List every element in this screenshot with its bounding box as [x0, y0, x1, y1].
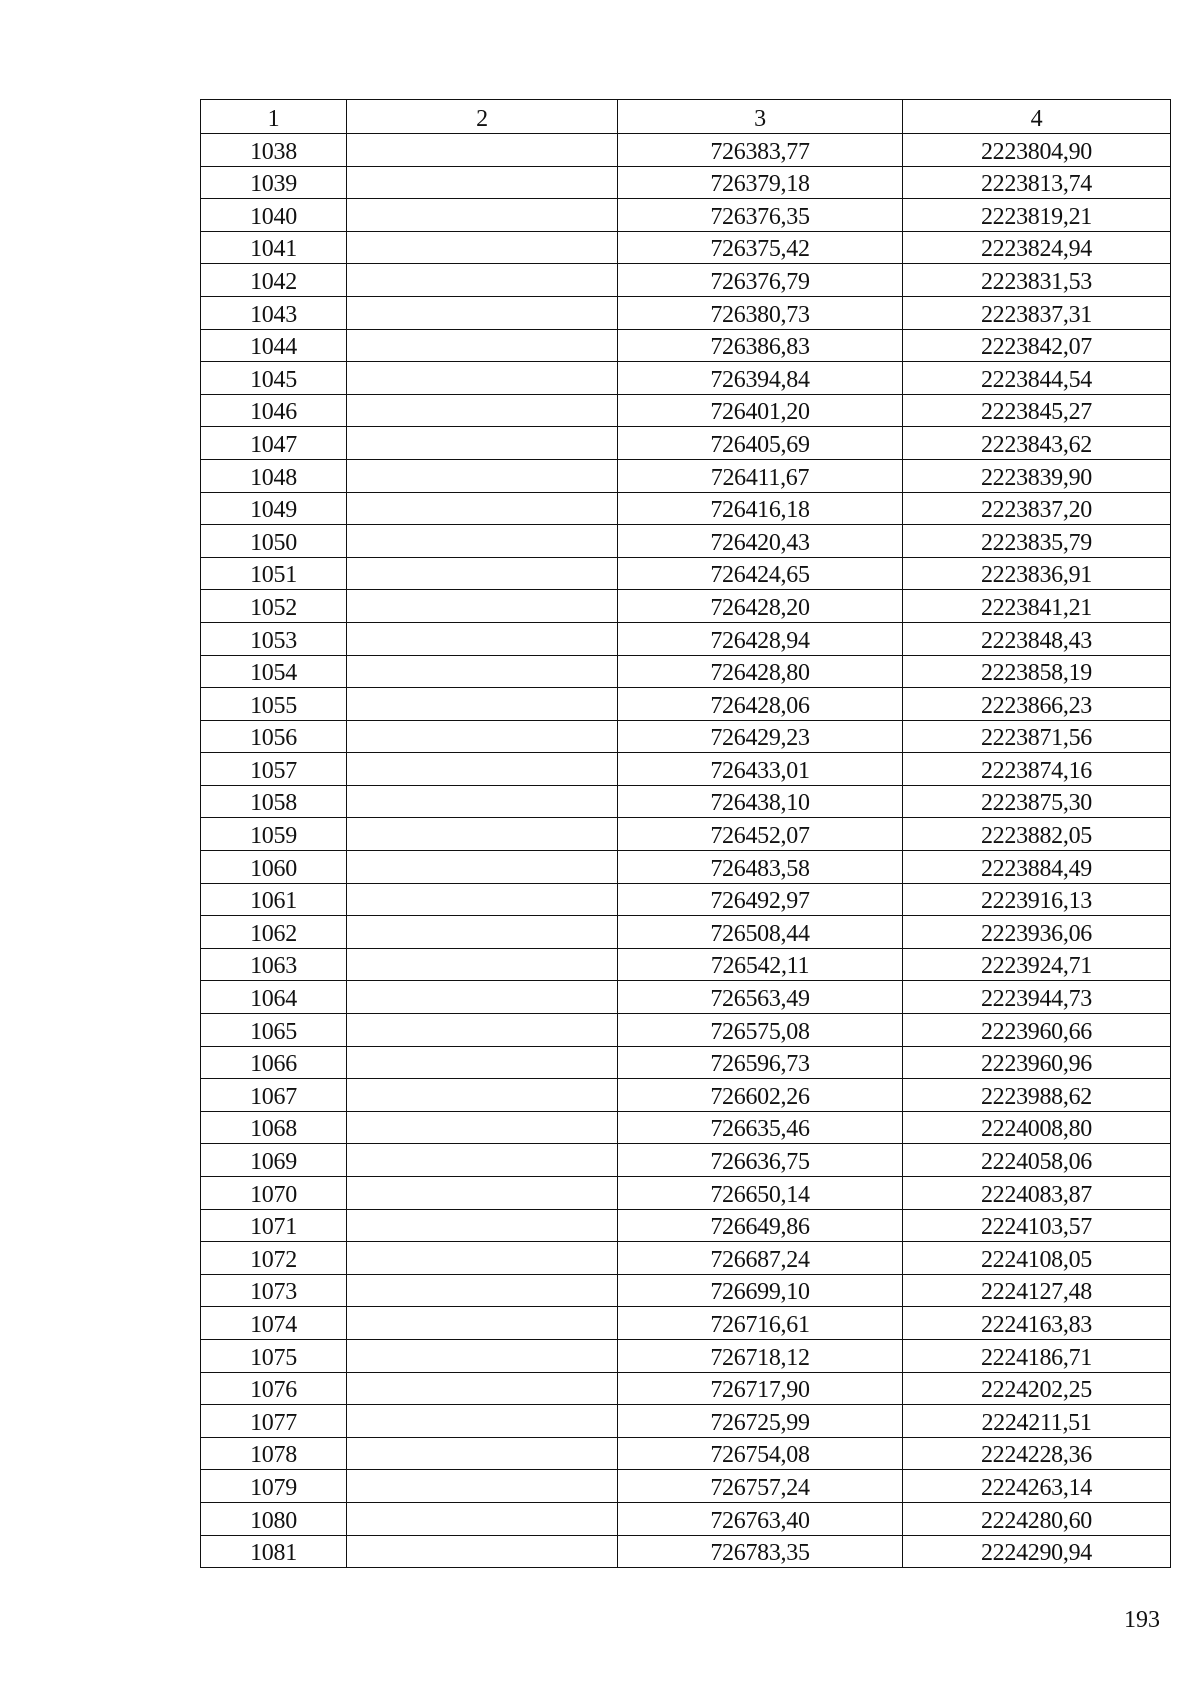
y-coordinate-cell: 2223944,73 — [903, 981, 1171, 1014]
point-number-cell: 1078 — [201, 1437, 347, 1470]
point-number-cell: 1080 — [201, 1502, 347, 1535]
table-row — [201, 394, 1171, 427]
x-coordinate-cell: 726411,67 — [618, 459, 903, 492]
y-coordinate-cell: 2223858,19 — [903, 655, 1171, 688]
table-row — [201, 1079, 1171, 1112]
point-number-cell: 1056 — [201, 720, 347, 753]
table-row — [201, 688, 1171, 721]
point-number-cell: 1046 — [201, 394, 347, 427]
empty-cell — [347, 1242, 618, 1275]
empty-cell — [347, 1014, 618, 1047]
empty-cell — [347, 622, 618, 655]
y-coordinate-cell: 2223839,90 — [903, 459, 1171, 492]
point-number-cell: 1079 — [201, 1470, 347, 1503]
table-row — [201, 166, 1171, 199]
x-coordinate-cell: 726428,94 — [618, 622, 903, 655]
empty-cell — [347, 1079, 618, 1112]
point-number-cell: 1071 — [201, 1209, 347, 1242]
y-coordinate-cell: 2223874,16 — [903, 753, 1171, 786]
x-coordinate-cell: 726376,79 — [618, 264, 903, 297]
table-row — [201, 622, 1171, 655]
x-coordinate-cell: 726383,77 — [618, 134, 903, 167]
x-coordinate-cell: 726725,99 — [618, 1405, 903, 1438]
y-coordinate-cell: 2223845,27 — [903, 394, 1171, 427]
table-row — [201, 1242, 1171, 1275]
empty-cell — [347, 1144, 618, 1177]
empty-cell — [347, 785, 618, 818]
table-row — [201, 1372, 1171, 1405]
point-number-cell: 1074 — [201, 1307, 347, 1340]
empty-cell — [347, 818, 618, 851]
y-coordinate-cell: 2223804,90 — [903, 134, 1171, 167]
table-row — [201, 818, 1171, 851]
table-row — [201, 1046, 1171, 1079]
y-coordinate-cell: 2224008,80 — [903, 1111, 1171, 1144]
empty-cell — [347, 459, 618, 492]
x-coordinate-cell: 726649,86 — [618, 1209, 903, 1242]
table-row — [201, 1111, 1171, 1144]
point-number-cell: 1047 — [201, 427, 347, 460]
y-coordinate-cell: 2223916,13 — [903, 883, 1171, 916]
table-body — [201, 134, 1171, 1568]
empty-cell — [347, 557, 618, 590]
y-coordinate-cell: 2223837,31 — [903, 296, 1171, 329]
empty-cell — [347, 1437, 618, 1470]
point-number-cell: 1069 — [201, 1144, 347, 1177]
point-number-cell: 1076 — [201, 1372, 347, 1405]
point-number-cell: 1064 — [201, 981, 347, 1014]
empty-cell — [347, 1177, 618, 1210]
x-coordinate-cell: 726433,01 — [618, 753, 903, 786]
table-row — [201, 753, 1171, 786]
table-row — [201, 525, 1171, 558]
point-number-cell: 1044 — [201, 329, 347, 362]
point-number-cell: 1042 — [201, 264, 347, 297]
x-coordinate-cell: 726429,23 — [618, 720, 903, 753]
empty-cell — [347, 655, 618, 688]
x-coordinate-cell: 726754,08 — [618, 1437, 903, 1470]
table-row — [201, 199, 1171, 232]
header-cell-4: 4 — [903, 100, 1171, 134]
x-coordinate-cell: 726492,97 — [618, 883, 903, 916]
table-row — [201, 1177, 1171, 1210]
x-coordinate-cell: 726542,11 — [618, 948, 903, 981]
table-row — [201, 1014, 1171, 1047]
x-coordinate-cell: 726716,61 — [618, 1307, 903, 1340]
table-row — [201, 1535, 1171, 1568]
y-coordinate-cell: 2223842,07 — [903, 329, 1171, 362]
empty-cell — [347, 1535, 618, 1568]
header-cell-2: 2 — [347, 100, 618, 134]
x-coordinate-cell: 726636,75 — [618, 1144, 903, 1177]
point-number-cell: 1072 — [201, 1242, 347, 1275]
y-coordinate-cell: 2224083,87 — [903, 1177, 1171, 1210]
y-coordinate-cell: 2224163,83 — [903, 1307, 1171, 1340]
x-coordinate-cell: 726380,73 — [618, 296, 903, 329]
empty-cell — [347, 1502, 618, 1535]
x-coordinate-cell: 726379,18 — [618, 166, 903, 199]
y-coordinate-cell: 2223960,66 — [903, 1014, 1171, 1047]
point-number-cell: 1070 — [201, 1177, 347, 1210]
point-number-cell: 1059 — [201, 818, 347, 851]
y-coordinate-cell: 2223848,43 — [903, 622, 1171, 655]
coordinates-table — [200, 99, 1171, 1568]
empty-cell — [347, 1307, 618, 1340]
y-coordinate-cell: 2223884,49 — [903, 851, 1171, 884]
table-row — [201, 916, 1171, 949]
point-number-cell: 1052 — [201, 590, 347, 623]
table-row — [201, 720, 1171, 753]
y-coordinate-cell: 2223866,23 — [903, 688, 1171, 721]
x-coordinate-cell: 726428,06 — [618, 688, 903, 721]
x-coordinate-cell: 726428,20 — [618, 590, 903, 623]
empty-cell — [347, 1339, 618, 1372]
point-number-cell: 1041 — [201, 231, 347, 264]
x-coordinate-cell: 726394,84 — [618, 362, 903, 395]
header-cell-3: 3 — [618, 100, 903, 134]
header-cell-1: 1 — [201, 100, 347, 134]
table-row — [201, 1209, 1171, 1242]
table-row — [201, 1437, 1171, 1470]
empty-cell — [347, 590, 618, 623]
table-row — [201, 459, 1171, 492]
empty-cell — [347, 851, 618, 884]
empty-cell — [347, 1209, 618, 1242]
x-coordinate-cell: 726416,18 — [618, 492, 903, 525]
empty-cell — [347, 916, 618, 949]
x-coordinate-cell: 726376,35 — [618, 199, 903, 232]
table-header-row — [201, 100, 1171, 134]
table-row — [201, 1405, 1171, 1438]
empty-cell — [347, 166, 618, 199]
empty-cell — [347, 981, 618, 1014]
y-coordinate-cell: 2223831,53 — [903, 264, 1171, 297]
table-row — [201, 948, 1171, 981]
y-coordinate-cell: 2223875,30 — [903, 785, 1171, 818]
empty-cell — [347, 492, 618, 525]
x-coordinate-cell: 726699,10 — [618, 1274, 903, 1307]
y-coordinate-cell: 2223824,94 — [903, 231, 1171, 264]
y-coordinate-cell: 2224127,48 — [903, 1274, 1171, 1307]
point-number-cell: 1053 — [201, 622, 347, 655]
x-coordinate-cell: 726438,10 — [618, 785, 903, 818]
empty-cell — [347, 296, 618, 329]
table-row — [201, 1339, 1171, 1372]
y-coordinate-cell: 2223819,21 — [903, 199, 1171, 232]
table-row — [201, 264, 1171, 297]
point-number-cell: 1040 — [201, 199, 347, 232]
x-coordinate-cell: 726375,42 — [618, 231, 903, 264]
empty-cell — [347, 264, 618, 297]
empty-cell — [347, 1111, 618, 1144]
table-row — [201, 851, 1171, 884]
y-coordinate-cell: 2224263,14 — [903, 1470, 1171, 1503]
y-coordinate-cell: 2223936,06 — [903, 916, 1171, 949]
y-coordinate-cell: 2223843,62 — [903, 427, 1171, 460]
x-coordinate-cell: 726424,65 — [618, 557, 903, 590]
y-coordinate-cell: 2223836,91 — [903, 557, 1171, 590]
point-number-cell: 1039 — [201, 166, 347, 199]
y-coordinate-cell: 2223835,79 — [903, 525, 1171, 558]
empty-cell — [347, 427, 618, 460]
point-number-cell: 1048 — [201, 459, 347, 492]
x-coordinate-cell: 726452,07 — [618, 818, 903, 851]
table-row — [201, 557, 1171, 590]
point-number-cell: 1055 — [201, 688, 347, 721]
empty-cell — [347, 1372, 618, 1405]
table-row — [201, 655, 1171, 688]
x-coordinate-cell: 726508,44 — [618, 916, 903, 949]
y-coordinate-cell: 2224202,25 — [903, 1372, 1171, 1405]
y-coordinate-cell: 2223837,20 — [903, 492, 1171, 525]
y-coordinate-cell: 2223844,54 — [903, 362, 1171, 395]
x-coordinate-cell: 726650,14 — [618, 1177, 903, 1210]
point-number-cell: 1049 — [201, 492, 347, 525]
x-coordinate-cell: 726483,58 — [618, 851, 903, 884]
x-coordinate-cell: 726763,40 — [618, 1502, 903, 1535]
point-number-cell: 1075 — [201, 1339, 347, 1372]
y-coordinate-cell: 2224103,57 — [903, 1209, 1171, 1242]
table-row — [201, 296, 1171, 329]
table-row — [201, 1502, 1171, 1535]
point-number-cell: 1038 — [201, 134, 347, 167]
x-coordinate-cell: 726428,80 — [618, 655, 903, 688]
x-coordinate-cell: 726386,83 — [618, 329, 903, 362]
x-coordinate-cell: 726757,24 — [618, 1470, 903, 1503]
point-number-cell: 1073 — [201, 1274, 347, 1307]
empty-cell — [347, 720, 618, 753]
table-row — [201, 492, 1171, 525]
table-row — [201, 231, 1171, 264]
table-row — [201, 134, 1171, 167]
point-number-cell: 1050 — [201, 525, 347, 558]
x-coordinate-cell: 726405,69 — [618, 427, 903, 460]
point-number-cell: 1051 — [201, 557, 347, 590]
empty-cell — [347, 948, 618, 981]
empty-cell — [347, 525, 618, 558]
empty-cell — [347, 134, 618, 167]
table-row — [201, 427, 1171, 460]
table-row — [201, 329, 1171, 362]
point-number-cell: 1057 — [201, 753, 347, 786]
x-coordinate-cell: 726401,20 — [618, 394, 903, 427]
y-coordinate-cell: 2223924,71 — [903, 948, 1171, 981]
table-row — [201, 883, 1171, 916]
y-coordinate-cell: 2223841,21 — [903, 590, 1171, 623]
empty-cell — [347, 394, 618, 427]
y-coordinate-cell: 2223988,62 — [903, 1079, 1171, 1112]
y-coordinate-cell: 2223882,05 — [903, 818, 1171, 851]
x-coordinate-cell: 726717,90 — [618, 1372, 903, 1405]
empty-cell — [347, 753, 618, 786]
y-coordinate-cell: 2223960,96 — [903, 1046, 1171, 1079]
y-coordinate-cell: 2224290,94 — [903, 1535, 1171, 1568]
point-number-cell: 1054 — [201, 655, 347, 688]
y-coordinate-cell: 2224280,60 — [903, 1502, 1171, 1535]
point-number-cell: 1081 — [201, 1535, 347, 1568]
empty-cell — [347, 1274, 618, 1307]
point-number-cell: 1061 — [201, 883, 347, 916]
point-number-cell: 1068 — [201, 1111, 347, 1144]
table-row — [201, 785, 1171, 818]
point-number-cell: 1063 — [201, 948, 347, 981]
empty-cell — [347, 329, 618, 362]
x-coordinate-cell: 726596,73 — [618, 1046, 903, 1079]
table-row — [201, 362, 1171, 395]
y-coordinate-cell: 2223813,74 — [903, 166, 1171, 199]
point-number-cell: 1062 — [201, 916, 347, 949]
table-row — [201, 1307, 1171, 1340]
point-number-cell: 1043 — [201, 296, 347, 329]
point-number-cell: 1066 — [201, 1046, 347, 1079]
empty-cell — [347, 1046, 618, 1079]
point-number-cell: 1067 — [201, 1079, 347, 1112]
y-coordinate-cell: 2223871,56 — [903, 720, 1171, 753]
empty-cell — [347, 1470, 618, 1503]
empty-cell — [347, 688, 618, 721]
x-coordinate-cell: 726602,26 — [618, 1079, 903, 1112]
point-number-cell: 1045 — [201, 362, 347, 395]
x-coordinate-cell: 726687,24 — [618, 1242, 903, 1275]
empty-cell — [347, 231, 618, 264]
table-row — [201, 981, 1171, 1014]
empty-cell — [347, 1405, 618, 1438]
y-coordinate-cell: 2224211,51 — [903, 1405, 1171, 1438]
x-coordinate-cell: 726563,49 — [618, 981, 903, 1014]
y-coordinate-cell: 2224228,36 — [903, 1437, 1171, 1470]
x-coordinate-cell: 726420,43 — [618, 525, 903, 558]
x-coordinate-cell: 726635,46 — [618, 1111, 903, 1144]
y-coordinate-cell: 2224058,06 — [903, 1144, 1171, 1177]
page-number: 193 — [1124, 1607, 1160, 1633]
x-coordinate-cell: 726718,12 — [618, 1339, 903, 1372]
empty-cell — [347, 199, 618, 232]
empty-cell — [347, 883, 618, 916]
y-coordinate-cell: 2224108,05 — [903, 1242, 1171, 1275]
y-coordinate-cell: 2224186,71 — [903, 1339, 1171, 1372]
table-row — [201, 590, 1171, 623]
table-row — [201, 1144, 1171, 1177]
x-coordinate-cell: 726783,35 — [618, 1535, 903, 1568]
table-row — [201, 1274, 1171, 1307]
table-row — [201, 1470, 1171, 1503]
point-number-cell: 1058 — [201, 785, 347, 818]
point-number-cell: 1060 — [201, 851, 347, 884]
x-coordinate-cell: 726575,08 — [618, 1014, 903, 1047]
point-number-cell: 1077 — [201, 1405, 347, 1438]
empty-cell — [347, 362, 618, 395]
point-number-cell: 1065 — [201, 1014, 347, 1047]
